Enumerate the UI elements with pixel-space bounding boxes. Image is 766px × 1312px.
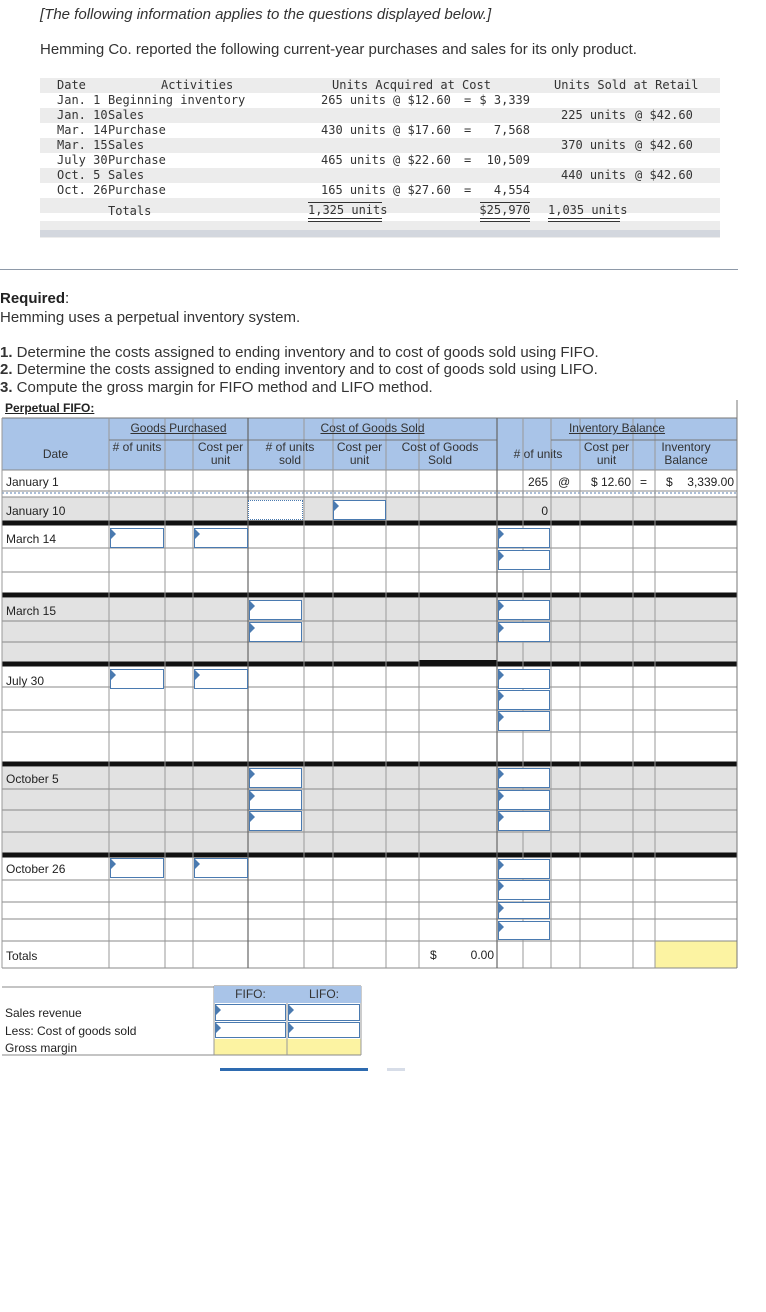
header-sold: Units Sold at Retail [554, 78, 699, 92]
group-goods-purchased: Goods Purchased [130, 421, 227, 435]
row-activity: Beginning inventory [108, 93, 246, 107]
row-date: Mar. 15 [57, 138, 108, 152]
gray-row-oct5 [2, 767, 737, 855]
jan1-balance-cost: $ 12.60 [590, 475, 631, 489]
mar14-balance-units-input-2[interactable] [498, 550, 550, 570]
row-activity: Sales [108, 138, 145, 152]
col-purchased-cost: Cost per unit [197, 440, 244, 467]
row-cost: @ $27.60 [393, 183, 451, 197]
mar15-balance-units-input[interactable] [498, 600, 550, 620]
row-total: 7,568 [493, 123, 530, 137]
row-cost: @ $17.60 [393, 123, 451, 137]
intro-note: [The following information applies to the questions displayed below.] [40, 6, 492, 23]
totals-units: 1,325 units [308, 203, 388, 217]
jan10-sold-cost-input[interactable] [333, 500, 386, 520]
row-date: Jan. 1 [57, 93, 101, 107]
lifo-cogs-input[interactable] [288, 1022, 360, 1038]
fifo-cogs-input[interactable] [215, 1022, 286, 1038]
yellow-totals [655, 941, 737, 968]
date-label: January 1 [6, 475, 59, 489]
date-label: October 5 [6, 772, 59, 786]
lifo-sales-revenue-input[interactable] [288, 1004, 360, 1021]
gm-fifo-header: FIFO: [235, 987, 266, 1001]
row-activity: Sales [108, 168, 145, 182]
row-total: 10,509 [486, 153, 530, 167]
col-date: Date [42, 447, 69, 461]
gray-row-mar15 [2, 598, 737, 663]
row-units: 265 units [321, 93, 387, 107]
jan1-balance-total: 3,339.00 [687, 475, 734, 489]
oct26-balance-units-input-2[interactable] [498, 880, 550, 900]
row-sold-units: 370 units [561, 138, 627, 152]
gm-lifo-header: LIFO: [308, 987, 339, 1001]
row-date: Oct. 26 [57, 183, 108, 197]
row-eq: = [464, 183, 472, 197]
required-text: Hemming uses a perpetual inventory system. [0, 309, 301, 326]
date-label: January 10 [6, 504, 66, 518]
row-units: 165 units [321, 183, 387, 197]
col-purchased-units: # of units [112, 440, 162, 454]
jan1-eq: = [640, 475, 648, 489]
group-inventory-balance: Inventory Balance [568, 421, 666, 435]
row-eq: = [464, 153, 472, 167]
company-description: Hemming Co. reported the following current-year purchases and sales for its only product. [40, 41, 637, 58]
fifo-sales-revenue-input[interactable] [215, 1004, 286, 1021]
row-date: Jan. 10 [57, 108, 108, 122]
jan10-sold-units-input[interactable] [248, 500, 303, 520]
group-cogs: Cost of Goods Sold [320, 421, 425, 435]
oct5-balance-units-input[interactable] [498, 768, 550, 788]
jul30-purchased-units-input[interactable] [110, 669, 164, 689]
totals-sold-units: 1,035 units [548, 203, 628, 217]
required-section: Required: Hemming uses a perpetual inventory system. [0, 290, 301, 326]
col-balance-cost: Cost per unit [583, 440, 630, 467]
oct5-sold-units-input[interactable] [249, 768, 302, 788]
mar14-purchased-units-input[interactable] [110, 528, 164, 548]
row-date: Mar. 14 [57, 123, 108, 137]
col-sold-units: # of units sold [265, 440, 315, 467]
row-sold-price: @ $42.60 [635, 138, 693, 152]
totals-total: $25,970 [479, 203, 530, 217]
required-label: Required [0, 290, 66, 307]
row-sold-units: 440 units [561, 168, 627, 182]
oct5-balance-units-input-2[interactable] [498, 790, 550, 810]
jul30-balance-units-input-2[interactable] [498, 690, 550, 710]
jul30-balance-units-input-3[interactable] [498, 711, 550, 731]
col-sold-cost: Cost per unit [336, 440, 383, 467]
row-cost: @ $22.60 [393, 153, 451, 167]
row-activity: Purchase [108, 153, 166, 167]
row-activity: Sales [108, 108, 145, 122]
oct26-balance-units-input-3[interactable] [498, 902, 550, 919]
totals-label: Totals [108, 204, 152, 218]
header-date: Date [57, 78, 86, 92]
oct26-purchased-cost-input[interactable] [194, 858, 248, 878]
mar14-balance-units-input[interactable] [498, 528, 550, 548]
gm-cogs-label: Less: Cost of goods sold [5, 1024, 137, 1038]
date-label: October 26 [6, 862, 66, 876]
gm-gross-margin-label: Gross margin [5, 1041, 78, 1055]
gm-sales-revenue-label: Sales revenue [5, 1006, 82, 1020]
date-label: March 14 [6, 532, 57, 546]
oct26-balance-units-input-4[interactable] [498, 921, 550, 940]
jul30-balance-units-input[interactable] [498, 669, 550, 689]
mar15-balance-units-input-2[interactable] [498, 622, 550, 642]
oct26-purchased-units-input[interactable] [110, 858, 164, 878]
row-sold-price: @ $42.60 [635, 108, 693, 122]
secondary-bar[interactable] [387, 1068, 405, 1071]
jan10-balance-units: 0 [541, 504, 548, 518]
row-activity: Purchase [108, 123, 166, 137]
row-eq: = [464, 123, 472, 137]
col-cogs-total: Cost of Goods Sold [401, 440, 479, 467]
oct5-sold-units-input-3[interactable] [249, 811, 302, 831]
row-eq: = [464, 93, 472, 107]
row-cost: @ $12.60 [393, 93, 451, 107]
date-label: July 30 [6, 674, 45, 688]
jan1-at: @ [558, 475, 571, 489]
jul30-purchased-cost-input[interactable] [194, 669, 248, 689]
header-activities: Activities [161, 78, 234, 92]
row-units: 430 units [321, 123, 387, 137]
header-acquired: Units Acquired at Cost [332, 78, 491, 92]
question-3: 3. Compute the gross margin for FIFO method and LIFO method. [0, 379, 433, 396]
jan1-dollar: $ [666, 475, 673, 489]
col-balance-units: # of units [513, 447, 563, 461]
section-title-perpetual-fifo: Perpetual FIFO: [5, 401, 95, 415]
row-sold-price: @ $42.60 [635, 168, 693, 182]
submit-bar[interactable] [220, 1068, 368, 1071]
jan1-balance-units: 265 [527, 475, 548, 489]
totals-cogs-value: 0.00 [470, 948, 494, 962]
mar15-sold-units-input[interactable] [249, 600, 302, 620]
question-2: 2. Determine the costs assigned to ending inventory and to cost of goods sold using LIFO. [0, 361, 598, 378]
row-date: Oct. 5 [57, 168, 101, 182]
col-balance-total: Inventory Balance [661, 440, 711, 467]
oct5-balance-units-input-3[interactable] [498, 811, 550, 831]
mar14-purchased-cost-input[interactable] [194, 528, 248, 548]
row-total: 4,554 [493, 183, 530, 197]
row-units: 465 units [321, 153, 387, 167]
row-total: $ 3,339 [479, 93, 530, 107]
oct5-sold-units-input-2[interactable] [249, 790, 302, 810]
row-date: July 30 [57, 153, 108, 167]
date-label: March 15 [6, 604, 57, 618]
date-label: Totals [6, 949, 38, 963]
row-sold-units: 225 units [561, 108, 627, 122]
row-activity: Purchase [108, 183, 166, 197]
question-1: 1. Determine the costs assigned to ending inventory and to cost of goods sold using FIFO. [0, 344, 599, 361]
mar15-sold-units-input-2[interactable] [249, 622, 302, 642]
oct26-balance-units-input[interactable] [498, 859, 550, 879]
totals-cogs-dollar: $ [430, 948, 437, 962]
